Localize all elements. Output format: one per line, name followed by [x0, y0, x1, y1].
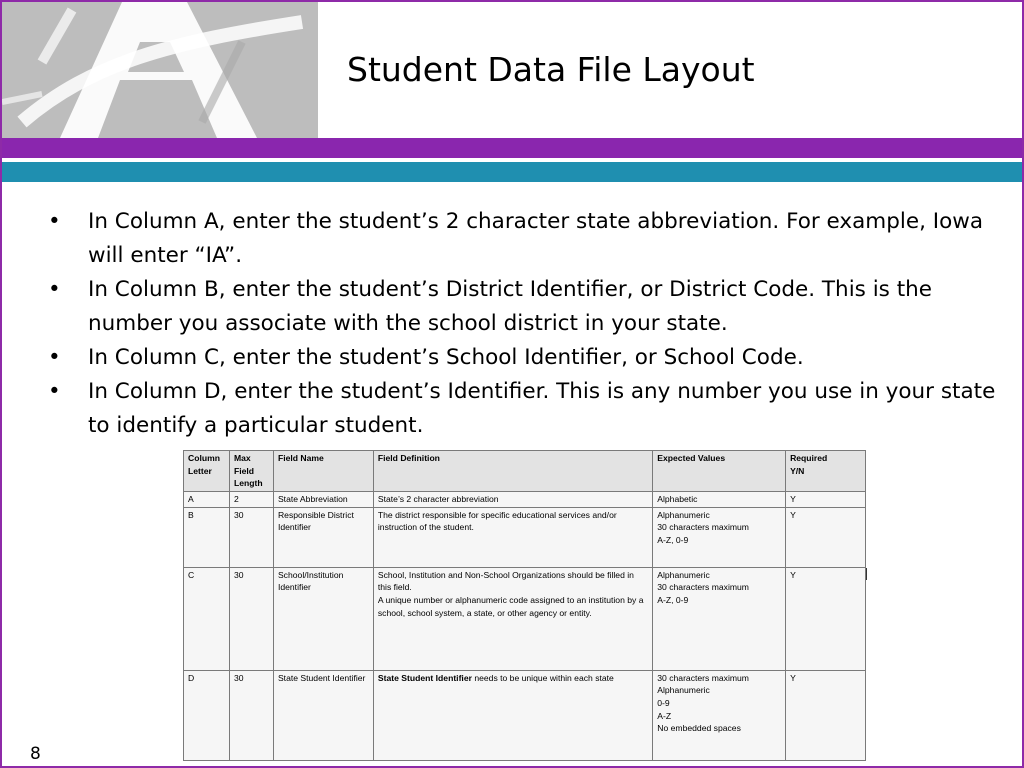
page-number: 8	[30, 744, 41, 764]
cell-max: 30	[229, 567, 273, 670]
table-header-row	[184, 451, 866, 492]
table-edge-mark	[866, 568, 867, 580]
definition-bold-text: State Student Identifier	[377, 672, 472, 683]
cell-definition: School, Institution and Non-School Organizations should be filled in this field. A unique number or alphanumeric code assigned to an institution by a school, school system, a state, or other agency or entity.	[373, 567, 652, 670]
cell-expected: Alphanumeric 30 characters maximum A-Z, 0-9	[653, 507, 786, 567]
bullet-item	[42, 205, 1002, 273]
cell-field: State Student Identifier	[273, 670, 373, 760]
header-field-name: Field Name	[273, 451, 373, 492]
bullet-text: In Column D, enter the student’s Identifier. This is any number you use in your state to identify a particular student.	[88, 379, 996, 438]
header-column-letter: Column Letter	[184, 451, 230, 492]
cell-definition	[373, 670, 652, 760]
bullet-list	[42, 205, 1002, 443]
bullet-text: In Column C, enter the student’s School Identifier, or School Code.	[88, 345, 804, 370]
bullet-dot-icon: •	[48, 345, 61, 370]
cell-field: State Abbreviation	[273, 491, 373, 507]
definition-text: needs to be unique within each state	[471, 672, 614, 683]
bullet-item	[42, 375, 1002, 443]
table-row	[184, 670, 866, 760]
cell-definition: The district responsible for specific educational services and/or instruction of the student.	[373, 507, 652, 567]
header-expected-values: Expected Values	[653, 451, 786, 492]
bullet-text: In Column A, enter the student’s 2 character state abbreviation. For example, Iowa will enter “IA”.	[88, 209, 983, 268]
cell-max: 30	[229, 507, 273, 567]
bullet-text: In Column B, enter the student’s District Identifier, or District Code. This is the number you associate with the school district in your state.	[88, 277, 932, 336]
bullet-dot-icon: •	[48, 209, 61, 234]
cell-field: School/Institution Identifier	[273, 567, 373, 670]
data-layout-table	[183, 450, 866, 761]
header-required: Required Y/N	[786, 451, 866, 492]
cell-max: 2	[229, 491, 273, 507]
bullet-dot-icon: •	[48, 379, 61, 404]
cell-expected: Alphanumeric 30 characters maximum A-Z, 0-9	[653, 567, 786, 670]
table-row	[184, 567, 866, 670]
cell-field: Responsible District Identifier	[273, 507, 373, 567]
header-field-definition: Field Definition	[373, 451, 652, 492]
table-row	[184, 507, 866, 567]
cell-column: A	[184, 491, 230, 507]
slide-title: Student Data File Layout	[347, 50, 755, 89]
cell-expected: 30 characters maximum Alphanumeric 0-9 A-Z No embedded spaces	[653, 670, 786, 760]
cell-max: 30	[229, 670, 273, 760]
cell-required: Y	[786, 491, 866, 507]
table-row	[184, 491, 866, 507]
cell-column: D	[184, 670, 230, 760]
cell-definition: State’s 2 character abbreviation	[373, 491, 652, 507]
teal-band	[2, 162, 1024, 182]
cell-required: Y	[786, 567, 866, 670]
cell-column: B	[184, 507, 230, 567]
purple-band	[2, 138, 1024, 158]
bullet-dot-icon: •	[48, 277, 61, 302]
cell-required: Y	[786, 507, 866, 567]
cell-column: C	[184, 567, 230, 670]
cell-expected: Alphabetic	[653, 491, 786, 507]
bullet-item	[42, 273, 1002, 341]
bullet-item	[42, 341, 1002, 375]
header-max-field-length: Max Field Length	[229, 451, 273, 492]
logo-a-icon	[2, 2, 318, 138]
logo	[2, 2, 318, 138]
cell-required: Y	[786, 670, 866, 760]
